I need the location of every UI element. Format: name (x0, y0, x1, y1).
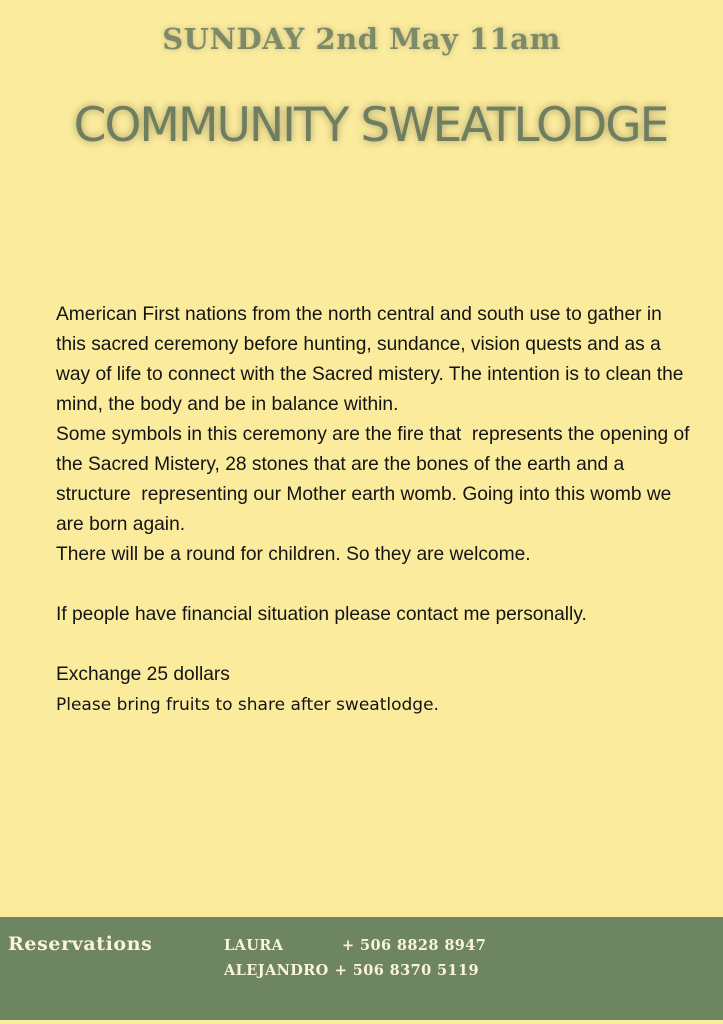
financial-note: If people have financial situation please contact me personally. (56, 604, 587, 625)
description-paragraph: Some symbols in this ceremony are the fire that represents the opening of the Sacred Mistery, 28 stones that are the bones of the earth and a structure representing our Mother earth womb. Going into this womb we are born again. (56, 424, 695, 535)
description-paragraph: American First nations from the north central and south use to gather in this sacred ceremony before hunting, sundance, vision quests and as a way of life to connect with the Sacred mistery. The intention is to clean the mind, the body and be in balance within. (56, 304, 689, 415)
event-title: COMMUNITY SWEATLODGE (73, 98, 668, 153)
event-date-time: SUNDAY 2nd May 11am (162, 22, 561, 56)
contact-name: ALEJANDRO (224, 962, 329, 979)
contact-list (224, 933, 486, 983)
contact-phone[interactable]: + 506 8828 8947 (342, 937, 487, 954)
reservations-footer (0, 917, 723, 1020)
reservations-label: Reservations (8, 933, 153, 955)
footer-bottom-border (0, 1020, 723, 1024)
contact-name: LAURA (224, 937, 284, 954)
contact-row (224, 958, 486, 983)
description-paragraph: There will be a round for children. So they are welcome. (56, 544, 531, 565)
fruits-note: Please bring fruits to share after sweatlodge. (56, 695, 439, 715)
contact-phone[interactable]: + 506 8370 5119 (334, 962, 479, 979)
contact-row (224, 933, 486, 958)
exchange-price: Exchange 25 dollars (56, 664, 230, 685)
event-description (56, 300, 696, 720)
